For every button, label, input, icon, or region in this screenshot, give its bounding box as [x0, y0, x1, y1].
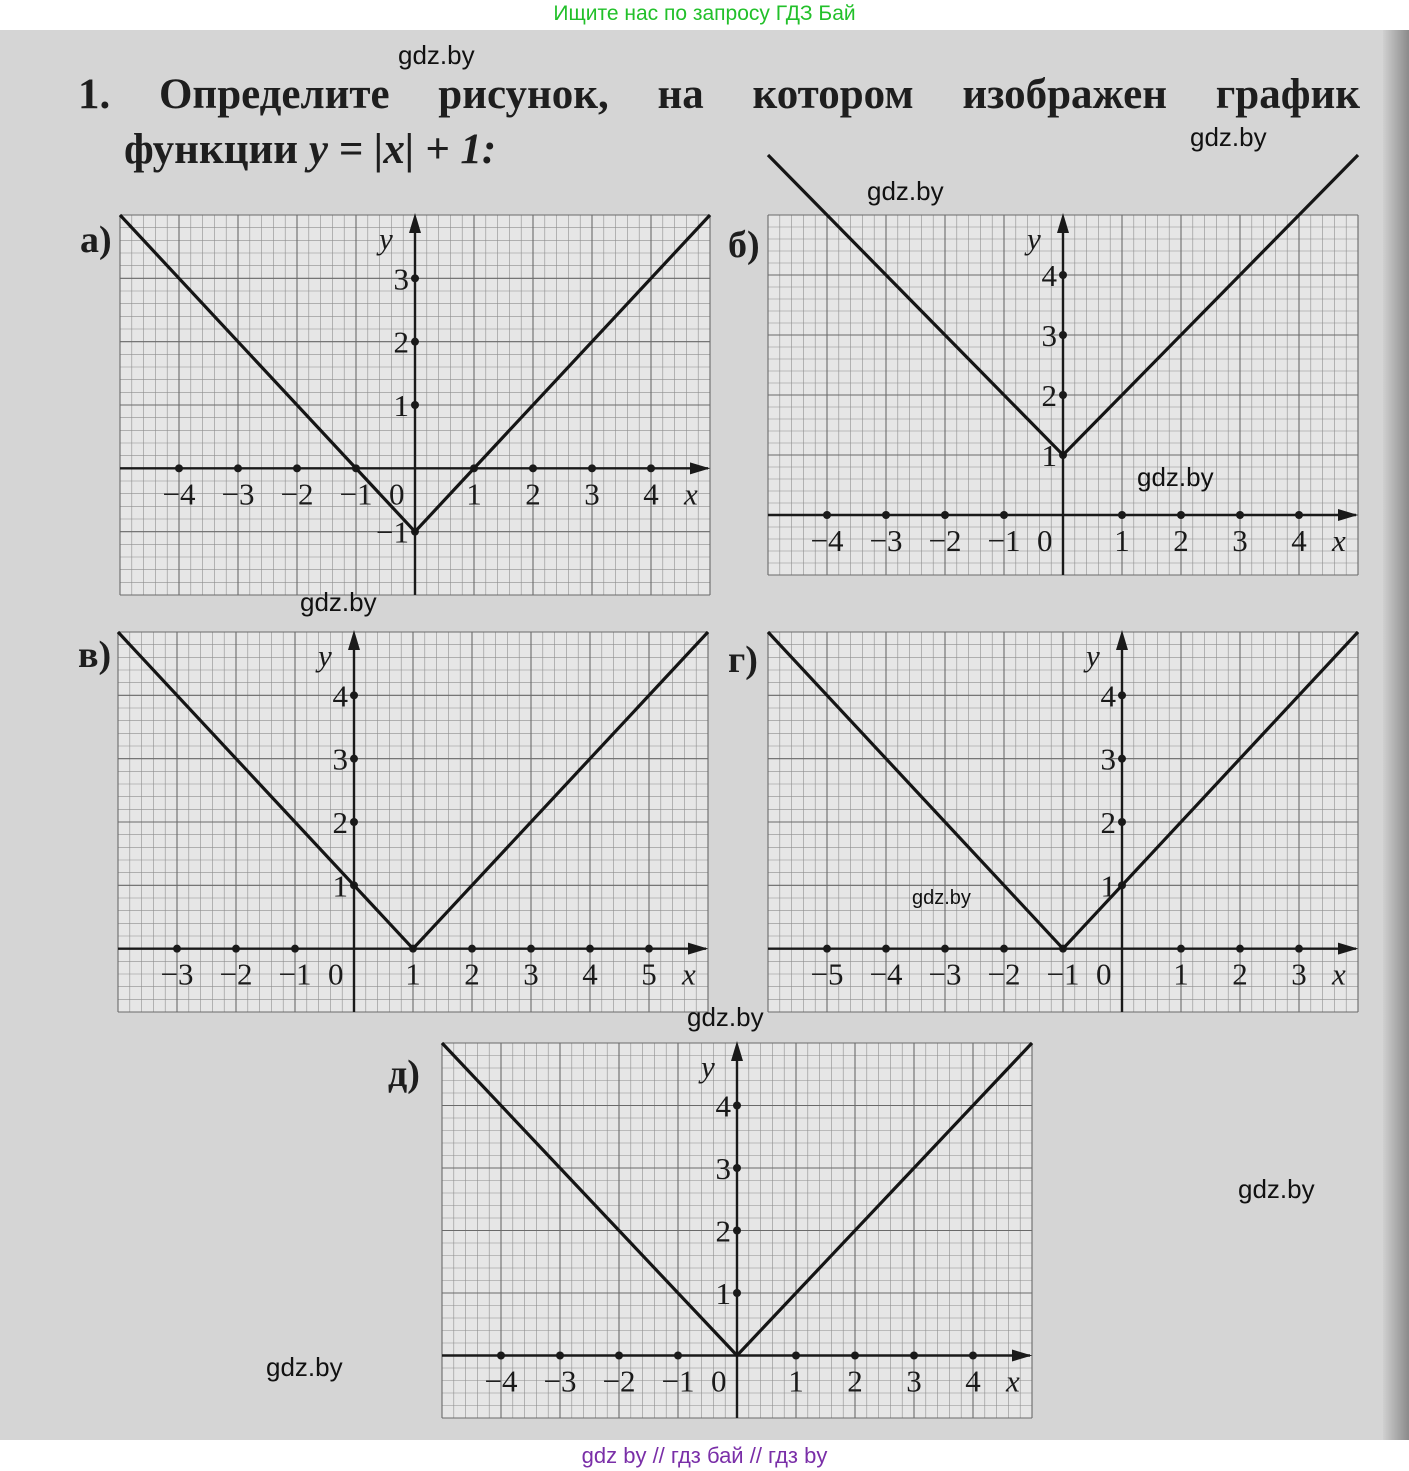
- x-tick-label: −3: [543, 1363, 577, 1399]
- task-statement-line1: 1. Определите рисунок, на котором изображен график: [78, 71, 1360, 118]
- x-tick-label: 1: [1173, 956, 1189, 992]
- watermark: gdz.by: [300, 587, 377, 617]
- y-tick-label: 4: [1100, 678, 1116, 714]
- x-tick-label: −4: [484, 1363, 518, 1399]
- watermark: gdz.by: [266, 1352, 343, 1382]
- y-tick-label: 3: [715, 1151, 731, 1186]
- x-tick-label: −3: [928, 956, 962, 992]
- x-tick-dot: [792, 1352, 800, 1360]
- option-label-a: а): [80, 219, 112, 261]
- y-tick-dot: [350, 818, 358, 826]
- y-axis-label: y: [379, 221, 393, 256]
- y-tick-label: 3: [1100, 741, 1116, 777]
- origin-label: 0: [328, 956, 344, 992]
- x-tick-label: 4: [582, 956, 598, 992]
- y-axis-label: y: [318, 638, 332, 673]
- x-tick-label: −3: [160, 956, 194, 992]
- x-tick-dot: [527, 945, 535, 953]
- x-tick-label: 2: [1173, 523, 1189, 558]
- x-tick-label: 3: [1291, 956, 1307, 992]
- x-tick-label: 4: [965, 1363, 981, 1399]
- top-banner[interactable]: Ищите нас по запросу ГДЗ Бай: [553, 2, 856, 25]
- x-tick-dot: [468, 945, 476, 953]
- y-tick-label: 3: [393, 261, 409, 297]
- x-tick-label: 1: [1114, 523, 1130, 558]
- x-tick-label: −1: [339, 476, 373, 512]
- x-tick-label: 5: [641, 956, 657, 992]
- x-tick-dot: [1177, 511, 1185, 519]
- x-tick-dot: [588, 464, 596, 472]
- y-tick-label: 1: [1041, 438, 1057, 473]
- x-tick-dot: [910, 1352, 918, 1360]
- y-tick-dot: [1059, 391, 1067, 399]
- x-tick-dot: [1177, 945, 1185, 953]
- x-tick-label: −2: [928, 523, 962, 558]
- x-tick-dot: [645, 945, 653, 953]
- x-tick-dot: [291, 945, 299, 953]
- y-tick-dot: [1118, 691, 1126, 699]
- x-tick-dot: [615, 1352, 623, 1360]
- option-label-b: б): [728, 224, 760, 266]
- y-tick-dot: [733, 1164, 741, 1172]
- x-tick-dot: [1236, 511, 1244, 519]
- y-tick-label: 1: [332, 868, 348, 904]
- x-tick-label: −2: [602, 1363, 636, 1399]
- task-prefix: функции: [124, 126, 309, 173]
- x-tick-dot: [293, 464, 301, 472]
- x-tick-dot: [674, 1352, 682, 1360]
- x-tick-dot: [823, 511, 831, 519]
- x-axis-label: x: [684, 476, 698, 512]
- y-tick-dot: [1118, 818, 1126, 826]
- origin-label: 0: [1096, 956, 1112, 992]
- option-label-d: д): [388, 1053, 420, 1095]
- x-tick-dot: [882, 945, 890, 953]
- x-tick-label: 2: [1232, 956, 1248, 992]
- x-tick-dot: [1000, 511, 1008, 519]
- y-axis-label: y: [701, 1049, 715, 1084]
- x-tick-dot: [586, 945, 594, 953]
- origin-label: 0: [1037, 523, 1053, 558]
- x-tick-label: 4: [1291, 523, 1307, 558]
- y-tick-dot: [1118, 755, 1126, 763]
- y-tick-label: 1: [1100, 868, 1116, 904]
- x-axis-label: x: [1006, 1363, 1020, 1399]
- y-tick-label: 2: [393, 324, 409, 360]
- x-tick-dot: [497, 1352, 505, 1360]
- y-tick-dot: [350, 755, 358, 763]
- y-axis-label: y: [1086, 638, 1100, 673]
- x-tick-label: −1: [278, 956, 312, 992]
- option-label-v: в): [78, 634, 112, 676]
- y-tick-dot: [733, 1289, 741, 1297]
- x-tick-label: −2: [280, 476, 314, 512]
- y-tick-label: 1: [393, 388, 409, 423]
- x-tick-dot: [969, 1352, 977, 1360]
- graph-option-b: [768, 215, 1358, 575]
- x-tick-label: −5: [810, 956, 844, 992]
- y-tick-label: 1: [715, 1276, 731, 1311]
- y-tick-label: 3: [1041, 318, 1057, 353]
- bottom-banner[interactable]: gdz by // гдз бай // гдз by: [0, 1440, 1409, 1471]
- x-tick-dot: [1236, 945, 1244, 953]
- origin-label: 0: [711, 1363, 727, 1399]
- x-tick-dot: [941, 945, 949, 953]
- x-tick-dot: [529, 464, 537, 472]
- y-tick-dot: [733, 1102, 741, 1110]
- x-tick-label: −4: [162, 476, 196, 512]
- y-tick-label: 4: [1041, 258, 1057, 293]
- x-tick-label: −1: [661, 1363, 695, 1399]
- x-tick-dot: [234, 464, 242, 472]
- graph-option-d: [442, 1043, 1032, 1418]
- x-tick-label: 3: [1232, 523, 1248, 558]
- y-tick-dot: [1059, 331, 1067, 339]
- y-tick-dot: [1059, 271, 1067, 279]
- x-tick-dot: [1295, 511, 1303, 519]
- x-tick-label: −2: [219, 956, 253, 992]
- graph-option-a: [120, 215, 710, 595]
- y-axis-label: y: [1027, 221, 1041, 256]
- y-tick-label: −1: [376, 514, 409, 550]
- graph-option-g: [768, 632, 1358, 1012]
- watermark: gdz.by: [687, 1002, 764, 1032]
- x-tick-label: 3: [906, 1363, 922, 1399]
- x-tick-dot: [1000, 945, 1008, 953]
- x-tick-label: 2: [525, 476, 541, 512]
- origin-label: 0: [389, 476, 405, 512]
- x-axis-label: x: [1332, 956, 1346, 992]
- graph-option-v: [118, 632, 708, 1012]
- x-tick-label: 1: [405, 956, 421, 992]
- x-tick-dot: [882, 511, 890, 519]
- option-label-g: г): [728, 639, 758, 681]
- x-tick-label: 3: [523, 956, 539, 992]
- watermark: gdz.by: [398, 40, 475, 70]
- x-tick-label: 1: [466, 476, 482, 512]
- watermark: gdz.by: [1238, 1174, 1315, 1204]
- textbook-page: [0, 30, 1409, 1440]
- x-tick-dot: [173, 945, 181, 953]
- watermark: gdz.by: [912, 887, 971, 909]
- x-tick-label: 3: [584, 476, 600, 512]
- x-tick-label: −1: [987, 523, 1021, 558]
- y-tick-dot: [350, 691, 358, 699]
- x-tick-label: −3: [221, 476, 255, 512]
- y-tick-label: 2: [1041, 378, 1057, 413]
- y-tick-label: 4: [332, 678, 348, 714]
- x-tick-label: −4: [869, 956, 903, 992]
- x-tick-dot: [232, 945, 240, 953]
- watermark: gdz.by: [867, 176, 944, 206]
- page-edge-shadow: [1383, 30, 1409, 1440]
- y-tick-dot: [411, 401, 419, 409]
- y-tick-label: 3: [332, 741, 348, 777]
- x-tick-dot: [1118, 511, 1126, 519]
- x-tick-label: −3: [869, 523, 903, 558]
- x-tick-dot: [556, 1352, 564, 1360]
- x-axis-label: x: [682, 956, 696, 992]
- y-tick-dot: [411, 274, 419, 282]
- x-tick-dot: [1295, 945, 1303, 953]
- x-tick-dot: [175, 464, 183, 472]
- x-tick-dot: [647, 464, 655, 472]
- x-tick-label: 4: [643, 476, 659, 512]
- x-tick-label: 2: [464, 956, 480, 992]
- task-formula: y = |x| + 1:: [308, 126, 497, 173]
- x-tick-dot: [823, 945, 831, 953]
- x-tick-label: 2: [847, 1363, 863, 1399]
- y-tick-dot: [733, 1227, 741, 1235]
- x-tick-label: −1: [1046, 956, 1080, 992]
- y-tick-label: 2: [715, 1213, 731, 1249]
- y-tick-label: 2: [332, 805, 348, 840]
- x-tick-label: −4: [810, 523, 844, 558]
- task-statement-line2: [124, 125, 496, 174]
- x-tick-dot: [941, 511, 949, 519]
- watermark: gdz.by: [1190, 122, 1267, 152]
- watermark: gdz.by: [1137, 462, 1214, 492]
- y-tick-label: 4: [715, 1088, 731, 1124]
- x-tick-label: −2: [987, 956, 1021, 992]
- y-tick-dot: [411, 338, 419, 346]
- x-tick-dot: [851, 1352, 859, 1360]
- x-tick-label: 1: [788, 1363, 804, 1399]
- y-tick-label: 2: [1100, 805, 1116, 840]
- x-axis-label: x: [1332, 523, 1346, 558]
